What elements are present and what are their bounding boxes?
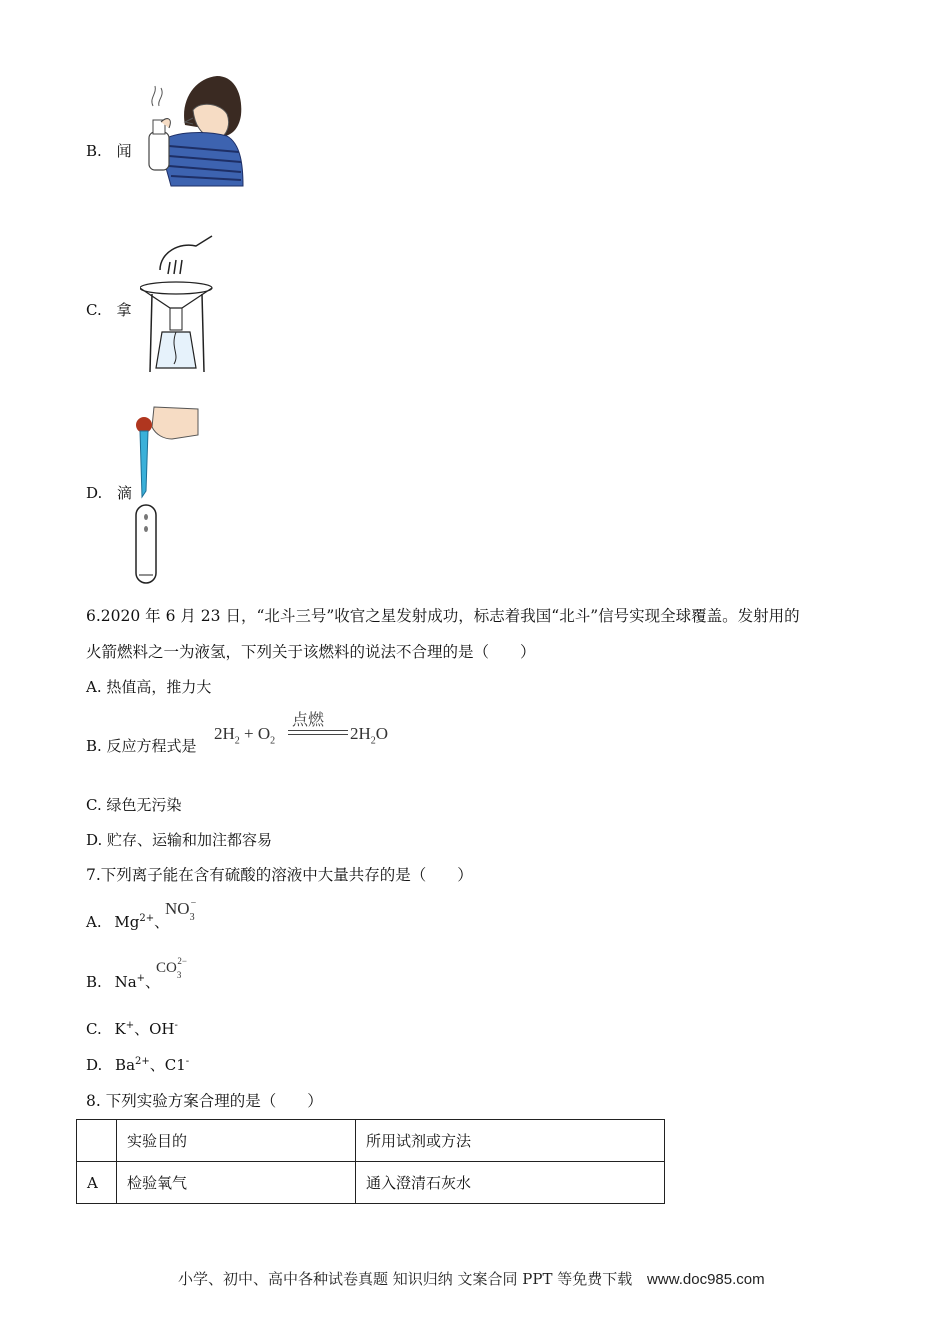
row-purpose: 检验氧气	[117, 1162, 356, 1204]
option-letter: B.	[86, 973, 102, 991]
q6-stem-line1: 6.2020 年 6 月 23 日，“北斗三号”收官之星发射成功，标志着我国“北斗”信号实现全球覆盖。发射用的	[86, 607, 800, 625]
q6-option-b[interactable]	[86, 735, 197, 756]
q7-option-c[interactable]	[86, 1018, 178, 1039]
option-text: 闻	[116, 142, 132, 160]
reaction-condition: 点燃	[292, 710, 325, 729]
option-letter: B.	[86, 142, 102, 160]
option-letter: A.	[86, 913, 102, 931]
q7-option-d[interactable]	[86, 1054, 189, 1075]
option-text: 拿	[116, 301, 132, 319]
q7-stem: 7.下列离子能在含有硫酸的溶液中大量共存的是（ ）	[86, 866, 473, 884]
footer-link[interactable]: www.doc985.com	[647, 1271, 765, 1288]
q6-option-a[interactable]: A. 热值高，推力大	[86, 678, 212, 696]
header-cell: 所用试剂或方法	[356, 1120, 665, 1162]
experiment-table	[76, 1119, 665, 1204]
row-label: A	[77, 1162, 117, 1204]
option-text: 滴	[117, 484, 133, 502]
q5-option-d[interactable]	[86, 482, 132, 503]
q6-stem-line2: 火箭燃料之一为液氢，下列关于该燃料的说法不合理的是（ ）	[86, 643, 536, 661]
option-letter: D.	[86, 1056, 103, 1074]
header-cell	[77, 1120, 117, 1162]
q5-option-c[interactable]	[86, 299, 132, 320]
ion-formula: $Mg^{2+}$、	[114, 913, 170, 931]
q7-option-a[interactable]	[86, 911, 169, 932]
q7-option-b[interactable]	[86, 971, 160, 992]
alcohol-lamp-illustration	[140, 232, 220, 377]
option-letter: D.	[86, 484, 103, 502]
q6-option-c[interactable]: C. 绿色无污染	[86, 796, 182, 814]
header-cell: 实验目的	[117, 1120, 356, 1162]
q6-option-d[interactable]: D. 贮存、运输和加注都容易	[86, 831, 273, 849]
option-letter: C.	[86, 1020, 102, 1038]
equation-products: $2H_2O$	[350, 724, 389, 747]
ion-formula: K+、OH-	[114, 1020, 178, 1038]
carbonate-ion: $CO_3^{2-}$	[156, 956, 187, 980]
option-letter: C.	[86, 301, 102, 319]
footer-text: 小学、初中、高中各种试卷真题 知识归纳 文案合同 PPT 等免费下载	[178, 1270, 633, 1288]
q8-stem: 8. 下列实验方案合理的是（ ）	[86, 1092, 323, 1110]
row-method: 通入澄清石灰水	[356, 1162, 665, 1204]
equation-reactants: $2H_2 + O_2$	[214, 724, 276, 747]
option-label: B. 反应方程式是	[86, 737, 197, 755]
nitrate-ion: $NO_3^-$	[165, 898, 197, 923]
dropper-illustration	[130, 405, 205, 587]
smelling-illustration	[135, 70, 247, 190]
equation-equals-sign	[288, 730, 348, 735]
page-footer	[178, 1268, 765, 1289]
table-header-row	[77, 1120, 665, 1162]
ion-formula: Na+、	[114, 973, 161, 991]
ion-formula: $Ba^{2+}$、C1-	[115, 1056, 190, 1074]
q5-option-b[interactable]	[86, 140, 132, 161]
table-row[interactable]	[77, 1162, 665, 1204]
